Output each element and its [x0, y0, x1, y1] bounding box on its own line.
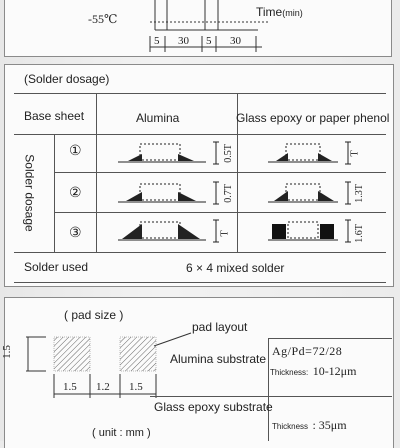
- glass-dim-3: 1.6T: [353, 224, 365, 243]
- alumina-solder-diagram-1: [118, 142, 228, 172]
- duration-3: 5: [206, 35, 212, 47]
- table-vline-2: [96, 93, 97, 252]
- alumina-thickness: [270, 362, 356, 380]
- col-glass-epoxy: Glass epoxy or paper phenol: [236, 111, 390, 125]
- solder-used-label: Solder used: [24, 260, 89, 274]
- row-header-solder-dosage: Solder dosage: [22, 154, 37, 232]
- alumina-dim-3: T: [219, 230, 231, 237]
- glass-solder-diagram-1: [268, 142, 358, 172]
- table-line-bottom: [14, 282, 386, 283]
- row-marker-1: ①: [69, 144, 82, 159]
- table-line-header: [14, 134, 386, 135]
- substrate-line-2: [150, 396, 392, 397]
- alumina-thickness-value: 10-12μm: [312, 364, 357, 378]
- glass-solder-diagram-3: [268, 220, 358, 250]
- table-line-row2: [54, 212, 386, 213]
- time-label: Time: [256, 5, 283, 19]
- row-marker-3: ③: [69, 226, 82, 241]
- duration-2: 30: [178, 35, 189, 47]
- alumina-substrate-label: Alumina substrate: [170, 352, 267, 366]
- glass-dim-1: T: [349, 150, 361, 157]
- pad-width-dim-3: 1.5: [129, 381, 143, 393]
- substrate-line-1: [268, 338, 392, 339]
- pad-height-dim: 1.5: [0, 345, 13, 359]
- alumina-dim-1: 0.5T: [222, 144, 234, 163]
- glass-solder-diagram-2: [268, 182, 358, 212]
- solder-used-value: 6 × 4 mixed solder: [186, 261, 285, 275]
- unit-note: ( unit : mm ): [92, 427, 151, 439]
- thermal-cycle-diagram: [0, 0, 400, 60]
- glass-thickness-label: Thickness: [272, 422, 309, 431]
- substrate-vline: [268, 338, 269, 441]
- glass-dim-2: 1.3T: [353, 184, 365, 203]
- table-vline-1: [54, 134, 55, 252]
- table-line-row3: [14, 252, 386, 253]
- alumina-thickness-label: Thickness:: [270, 368, 309, 377]
- duration-4: 30: [230, 35, 241, 47]
- time-axis-label: [256, 5, 303, 19]
- table-line-row1: [54, 172, 386, 173]
- glass-substrate-label: Glass epoxy substrate: [154, 400, 273, 414]
- solder-dosage-panel: [4, 64, 394, 287]
- alumina-solder-diagram-2: [118, 182, 228, 212]
- duration-1: 5: [154, 35, 160, 47]
- col-alumina: Alumina: [136, 111, 180, 125]
- temperature-label: -55℃: [88, 12, 118, 26]
- alumina-solder-diagram-3: [118, 220, 228, 250]
- glass-thickness: [272, 416, 347, 434]
- solder-dosage-title: (Solder dosage): [24, 72, 110, 86]
- col-base-sheet: Base sheet: [24, 109, 85, 123]
- pad-size-title: ( pad size ): [64, 308, 124, 322]
- time-unit: (min): [282, 8, 303, 18]
- glass-thickness-value: : 35μm: [312, 418, 347, 432]
- row-marker-2: ②: [69, 186, 82, 201]
- alumina-dim-2: 0.7T: [222, 184, 234, 203]
- pad-width-dim-2: 1.2: [96, 381, 110, 393]
- pad-width-dim-1: 1.5: [63, 381, 77, 393]
- alumina-material: Ag/Pd=72/28: [272, 344, 343, 358]
- pad-layout-label: pad layout: [192, 320, 248, 334]
- table-line-top: [14, 93, 386, 94]
